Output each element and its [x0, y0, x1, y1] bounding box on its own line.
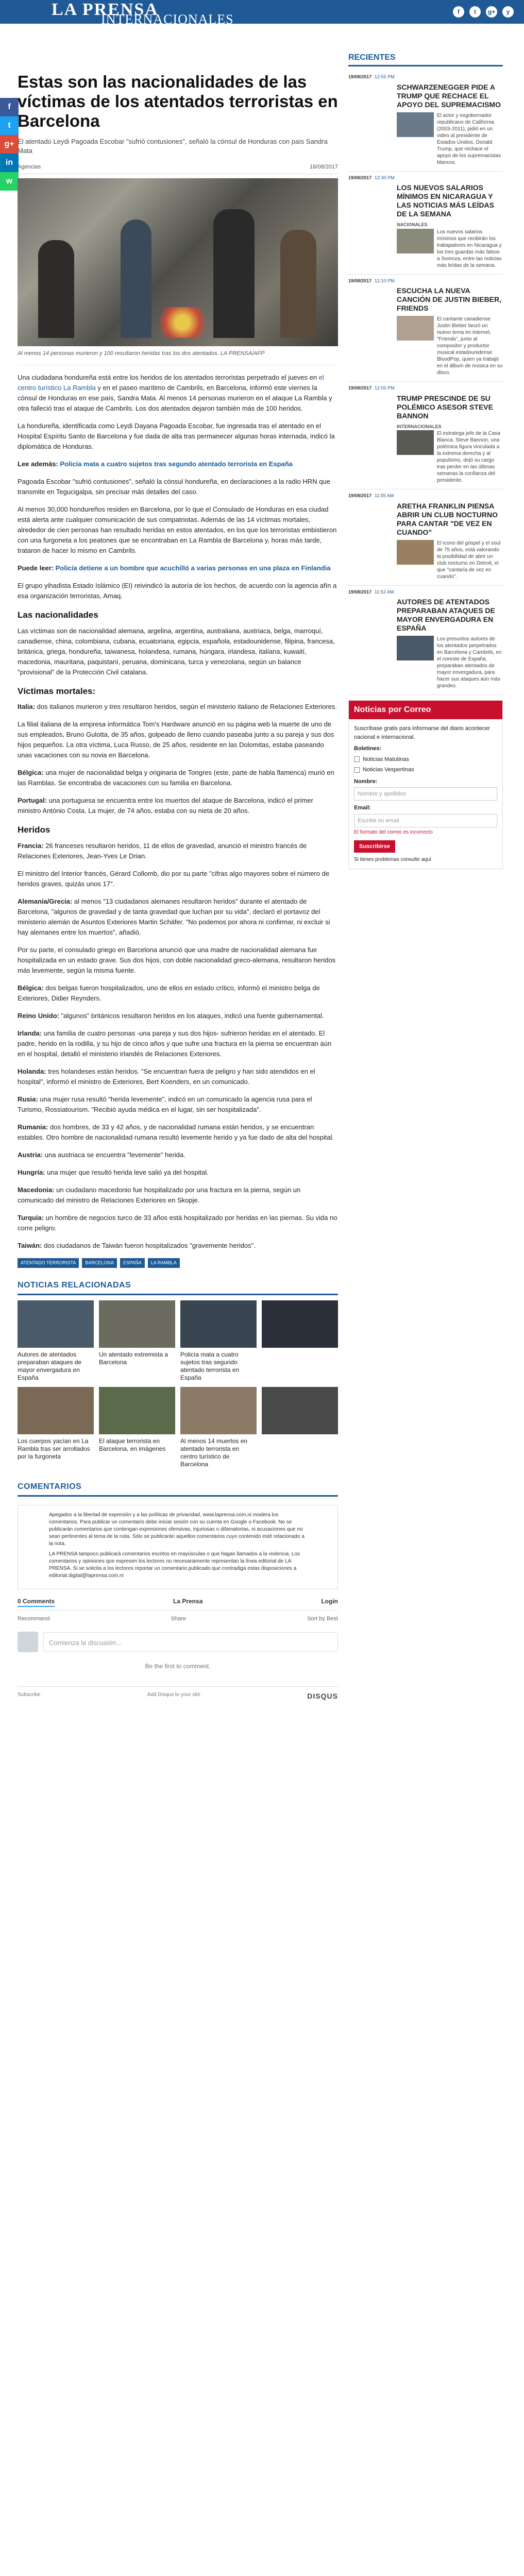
subheading: Víctimas mortales:	[18, 686, 96, 696]
paragraph: Por su parte, el consulado griego en Barcelona anunció que una madre de nacionalidad alemana fue hospitalizada en un estado grave. Sus dos hijos, con doble nacionalidad greco-alemana, resultaron heridos más levemente, según la misma fuente.	[18, 945, 336, 974]
disqus-footer	[18, 1686, 338, 1702]
recent-item[interactable]: 19/08/2017 12:55 PM SCHWARZENEGGER PIDE A TRUMP QUE RECHACE EL APOYO DEL SUPREMACISMO El actor y exgobernador republicano de California (2003-2011), pidió en un video al presidente de Estados Unidos, Donald Trump, que rechace el apoyo de los supremacistas blancos.	[348, 71, 503, 172]
article-subtitle: El atentado Leydi Pagoada Escobar "sufrió contusiones", señaló la cónsul de Honduras con país Sandra Mata	[18, 138, 328, 155]
recent-item[interactable]: 19/08/2017 12:10 PM ESCUCHA LA NUEVA CANCIÓN DE JUSTIN BIEBER, FRIENDS El cantante canadiense Justin Bieber lanzó un nuevo tema en internet, "Friends", junto al compositor y productor musical estadounidense BloodPop, quien ya trabajó en el álbum de música en su disco.	[348, 275, 503, 382]
paragraph: La hondureña, identificada como Leydi Dayana Pagoada Escobar, fue ingresada tras el atentado en el Hospital Espíritu Santo de Barcelona y fue dada de alta tras permanecer algunas horas internada, indicó la diplomática de Honduras.	[18, 422, 335, 450]
subheading: Las nacionalidades	[18, 610, 98, 620]
paragraph: La filial italiana de la empresa informática Tom's Hardware anunció en su página web la muerte de uno de sus empleados, Bruno Gulotta, de 35 años, golpeado de lleno cuando paseaba junto a su pareja y sus dos hijos pequeños. La otra víctima, Luca Russo, de 25 años, residente en las Dolomitas, estaba paseando unas vacaciones con su novia en Barcelona.	[18, 720, 334, 759]
paragraph: Hungría: una mujer que resultó herida leve salió ya del hospital.	[18, 1168, 209, 1176]
recent-sidebar	[348, 52, 503, 869]
article-column	[18, 72, 338, 1702]
paragraph: Rumania: dos hombres, de 33 y 42 años, y de nacionalidad rumana están heridos, y se encuentran estables. Otro hombre de nacionalidad rumana resultó levemente herido y ya fue dado de alta del hospital.	[18, 1123, 334, 1141]
site-logo[interactable]: LA PRENSA	[52, 0, 159, 19]
disqus-thread	[18, 1597, 338, 1702]
recent-item[interactable]: 19/08/2017 11:55 AM ARETHA FRANKLIN PIENSA ABRIR UN CLUB NOCTURNO PARA CANTAR "DE VEZ EN CUANDO" El icono del góspel y el soul de 75 años, está valorando la posibilidad de abrir un club nocturno en Detroit, el que "cantaría de vez en cuando".	[348, 489, 503, 586]
share-button[interactable]: Share	[171, 1616, 186, 1622]
paragraph: Taiwán: dos ciudadanos de Taiwán fueron hospitalizados "gravemente heridos".	[18, 1241, 256, 1249]
paragraph: Reino Unido: "algunos" británicos resultaron heridos en los ataques, indicó una fuente gubernamental.	[18, 1011, 324, 1020]
header-social-icons	[453, 6, 514, 18]
paragraph: El grupo yihadista Estado Islámico (EI) reivindicó la autoría de los hechos, de acuerdo con la agencia afín a esa organización terroristas, Amaq.	[18, 582, 337, 600]
comments-heading: COMENTARIOS	[18, 1481, 338, 1497]
byline	[18, 163, 338, 174]
read-also-link[interactable]: Policía mata a cuatro sujetos tras segundo atentado terrorista en España	[60, 460, 293, 468]
comment-input[interactable]: Comienza la discusión...	[43, 1632, 338, 1652]
disqus-logo[interactable]: DISQUS	[307, 1691, 338, 1700]
recent-item[interactable]: 19/08/2017 12:30 PM LOS NUEVOS SALARIOS MÍNIMOS EN NICARAGUA Y LAS NOTICIAS MÁS LEÍDAS DE LA SEMANA NACIONALES Los nuevos salarios mínimos que recibirán los trabajadores en Nicaragua y los tres guardas más falsos a Somoza, entre las noticias más leídas de la semana.	[348, 172, 503, 275]
tag-list	[18, 1258, 338, 1268]
read-also-link[interactable]: Policía detiene a un hombre que acuchilló a varias personas en una plaza en Finlandia	[55, 564, 331, 572]
bulletins-label: Boletines:	[354, 745, 382, 752]
related-heading: NOTICIAS RELACIONADAS	[18, 1279, 338, 1295]
evening-checkbox[interactable]: Noticias Vespertinas	[354, 766, 497, 774]
help-link[interactable]: Si tienes problemas consulte aquí	[354, 857, 432, 862]
subheading: Heridos	[18, 825, 50, 835]
share-google-plus-button[interactable]: g+	[0, 135, 19, 154]
twitter-icon[interactable]: t	[469, 6, 481, 18]
share-facebook-button[interactable]: f	[0, 98, 19, 116]
related-card[interactable]	[262, 1387, 338, 1468]
paragraph: Francia: 26 franceses resultaron heridos, 11 de ellos de gravedad, anunció el ministro francés de Relaciones Exteriores, Jean-Yves Le Drian.	[18, 841, 307, 860]
read-also: Puede leer: Policía detiene a un hombre que acuchilló a varias personas en una plaza en Finlandia	[18, 564, 331, 572]
top-bar	[0, 0, 524, 27]
paragraph: El ministro del Interior francés, Gérard Collomb, dio por su parte "cifras algo mayores sobre el número de heridos graves, quizás unos 17".	[18, 869, 330, 888]
article-title: Estas son las nacionalidades de las víctimas de los atentados terroristas en Barcelona	[18, 72, 338, 130]
paragraph: Al menos 30,000 hondureños residen en Barcelona, por lo que el Consulado de Honduras en esa ciudad está alerta ante cualquier comunicación de sus compatriotas. Además de las 14 víctimas mortales, alrededor de cien personas han resultado heridas en estos atentados, en los que los terroristas embistieron con una furgoneta a los peatones que se encontraban en La Rambla de Barcelona y, horas más tarde, trataron de hacer lo mismo en Cambrils.	[18, 505, 337, 554]
disqus-tabs	[18, 1597, 338, 1611]
section-logo[interactable]: INTERNACIONALES	[101, 12, 234, 27]
facebook-icon[interactable]: f	[453, 6, 464, 18]
paragraph: Rusia: una mujer rusa resultó "herida levemente", indicó en un comunicado la agencia rusa para el Turismo, Rossiatourism. "Recibió ayuda médica en el lugar, sin ser hospitalizada".	[18, 1095, 312, 1113]
sort-dropdown[interactable]: Sort by Best	[307, 1616, 338, 1622]
paragraph: Turquía: un hombre de negocios turco de 33 años está hospitalizado por heridas en las piernas. Su vida no corre peligro.	[18, 1213, 337, 1232]
article-body	[18, 372, 338, 1251]
paragraph: Bélgica: dos belgas fueron hospitalizados, uno de ellos en estado crítico, informó el ministro belga de Exteriores, Didier Reynders.	[18, 984, 320, 1002]
paragraph: Una ciudadana hondureña está entre los heridos de los atentados terroristas perpetrado el jueves en el centro turístico La Rambla y en el paseo marítimo de Cambrils, en Barcelona, informó este viernes la cónsul de Honduras en ese país, Sandra Mata. Al menos 14 personas murieron en el ataque La Rambla y otra falleció tras el ataque de Cambrils. Los dos atentados dejaron también más de 100 heridos.	[18, 374, 332, 412]
related-card[interactable]: Al menos 14 muertos en atentado terrorista en centro turístico de Barcelona	[180, 1387, 257, 1468]
newsletter-form	[348, 700, 503, 869]
recent-heading: RECIENTES	[348, 52, 503, 66]
read-also: Lee además: Policía mata a cuatro sujetos tras segundo atentado terrorista en España	[18, 460, 293, 468]
photo-caption: Al menos 14 personas murieron y 100 resultaron heridas tras los dos atentados. LA PRENSA/AFP	[18, 346, 338, 366]
tag[interactable]: LA RAMBLA	[148, 1258, 180, 1268]
name-label: Nombre:	[354, 778, 378, 785]
share-linkedin-button[interactable]: in	[0, 154, 19, 172]
related-card[interactable]: Un atentado extremista a Barcelona	[99, 1300, 175, 1382]
recommend-button[interactable]: Recommend	[18, 1616, 50, 1622]
subscribe-button[interactable]: Suscribirse	[354, 840, 395, 853]
comment-compose	[18, 1628, 338, 1656]
paragraph: Italia: dos italianos murieron y tres resultaron heridos, según el ministerio italiano de Relaciones Exteriores.	[18, 703, 337, 710]
email-input[interactable]: Escribe su email	[354, 814, 497, 827]
paragraph: Austria: una austriaca se encuentra "levemente" herida.	[18, 1150, 185, 1159]
google-plus-icon[interactable]: g+	[486, 6, 497, 18]
paragraph: Las víctimas son de nacionalidad alemana, argelina, argentina, australiana, austriaca, belga, marroquí, canadiense, china, colombiana, cubana, ecuatoriana, egipcia, española, estadounidense, filipina, francesa, británica, griega, hondureña, taiwanesa, holandesa, rumana, húngara, irlandesa, italiana, kuwaití, macedonia, mauritana, paquistaní, peruana, dominicana, turca y venezolana, según un balance "provisional" de la Protección Civil catalana.	[18, 626, 335, 676]
tag[interactable]: ESPAÑA	[120, 1258, 145, 1268]
inline-link[interactable]: el centro turístico La Rambla	[18, 374, 324, 392]
tag[interactable]: ATENTADO TERRORISTA	[18, 1258, 79, 1268]
avatar	[18, 1632, 38, 1652]
paragraph: Portugal: una portuguesa se encuentra entre los muertos del ataque de Barcelona, indicó el primer ministro António Costa. La mujer, de 74 años, estaba con su nieta de 20 años.	[18, 796, 313, 815]
paragraph: Irlanda: una familia de cuatro personas -una pareja y sus dos hijos- sufrieron heridas en el atentado. El padre, herido en la rodilla, y su hijo de cinco años y que sufre una fractura en la pierna se encuentran aún en el hospital, detalló el ministerio irlandés de Relaciones Exteriores.	[18, 1029, 332, 1058]
related-grid	[18, 1300, 338, 1468]
paragraph: Bélgica: una mujer de nacionalidad belga y originaria de Tongres (este, parte de habla flamenca) murió en las Ramblas. Se encontraba de vacaciones con su familia en Barcelona.	[18, 769, 334, 787]
related-card[interactable]: Los cuerpos yacían en La Rambla tras ser arrollados por la furgoneta	[18, 1387, 94, 1468]
related-card[interactable]	[262, 1300, 338, 1382]
youtube-icon[interactable]: y	[502, 6, 514, 18]
name-input[interactable]: Nombre y apellidos	[354, 787, 497, 801]
paragraph: Alemania/Grecia: al menos "13 ciudadanos alemanes resultaron heridos" durante el atentado de Barcelona, "algunos de gravedad y de tanta gravedad que luchan por su vida", declaró el portavoz del ministerio alemán de Asuntos Exteriores Martin Schäfer. "No podemos por ahora ni confirmar, ni excluir si hay alemanes entre los muertos", añadió.	[18, 897, 330, 936]
newsletter-heading: Noticias por Correo	[349, 701, 502, 719]
login-button[interactable]: Login	[321, 1598, 338, 1605]
paragraph: Pagoada Escobar "sufrió contusiones", señaló la cónsul hondureña, en declaraciones a la radio HRN que transmite en Tegucigalpa, sin precisar más detalles del caso.	[18, 478, 330, 496]
tag[interactable]: BARCELONA	[82, 1258, 117, 1268]
email-label: Email:	[354, 805, 371, 811]
article-date: 18/08/2017	[309, 164, 338, 170]
recent-item[interactable]: 19/08/2017 11:52 AM AUTORES DE ATENTADOS PREPARABAN ATAQUES DE MAYOR ENVERGADURA EN ESPAÑA Los presuntos autores de los atentados perpetrados en Barcelona y Cambrils, en el noreste de España, preparaban atentados de mayor envergadura, para hacer sus ataques aún más grandes.	[348, 586, 503, 696]
subscribe-link[interactable]: Subscribe	[18, 1691, 41, 1698]
empty-message: Be the first to comment.	[145, 1662, 211, 1670]
recent-item[interactable]: 19/08/2017 12:00 PM TRUMP PRESCINDE DE SU POLÉMICO ASESOR STEVE BANNON INTERNACIONALES El estratega jefe de la Casa Blanca, Steve Bannon, una polémica figura vinculada a la extrema derecha y al populismo, dejó su cargo tras perder en las últimas semanas la confianza del presidente.	[348, 382, 503, 489]
comments-count-tab[interactable]: 0 Comments	[18, 1597, 55, 1607]
share-twitter-button[interactable]: t	[0, 116, 19, 135]
comments-notice: Apegados a la libertad de expresión y a las políticas de privacidad, www.laprensa.com.ni modera los comentarios. Para publicar un comentario debe iniciar sesión con su cuenta en Google o Facebook. No se publicarán comentarios que contengan expresiones ofensivas, injuriosas o difamatorias, ni acusaciones que no sean pertinentes al tema de la nota. Sólo se publicarán aquellos comentarios cuyo contenido esté relacionado a la nota. LA PRENSA tampoco publicará comentarios escritos en mayúsculas o que hagan llamados a la violencia. Los comentarios y opiniones que expresen los lectores no necesariamente representan la línea editorial de LA PRENSA. Si se solicita a los lectores reportar un comentario publicado que contradiga estas disposiciones a editorial.digital@laprensa.com.ni	[18, 1505, 338, 1589]
article-photo[interactable]	[18, 178, 338, 346]
morning-checkbox[interactable]: Noticias Matutinas	[354, 755, 497, 764]
share-sidebar	[0, 98, 19, 191]
paragraph: Holanda: tres holandeses están heridos. "Se encuentran fuera de peligro y han sido atendidos en el hospital", informó el ministro de Exteriores, Bert Koenders, en un comunicado.	[18, 1067, 315, 1086]
site-tab[interactable]: La Prensa	[173, 1598, 203, 1605]
related-card[interactable]: Policía mata a cuatro sujetos tras segundo atentado terrorista en España	[180, 1300, 257, 1382]
paragraph: Macedonia: un ciudadano macedonio fue hospitalizado por una fractura en la pierna, según un comunicado del ministro de Relaciones Exteriores en Skopje.	[18, 1185, 301, 1204]
related-card[interactable]: El ataque terrorista en Barcelona, en imágenes	[99, 1387, 175, 1468]
related-card[interactable]: Autores de atentados preparaban ataques de mayor envergadura en España	[18, 1300, 94, 1382]
share-whatsapp-button[interactable]: w	[0, 172, 19, 191]
email-error: El formato del correo es incorrecto	[354, 829, 433, 835]
add-disqus-link[interactable]: Add Disqus to your site	[147, 1691, 200, 1698]
article-author[interactable]: Agencias	[18, 164, 41, 170]
disqus-actions	[18, 1611, 338, 1628]
newsletter-intro: Suscríbase gratis para informarse del diario acontecer nacional e internacional.	[354, 725, 491, 740]
